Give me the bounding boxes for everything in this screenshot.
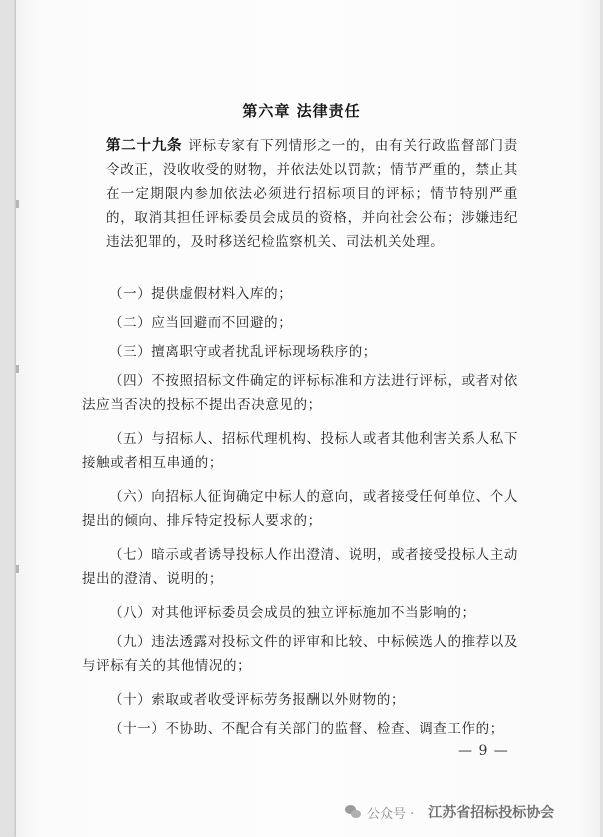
page-number: — 9 — <box>458 743 509 759</box>
article-paragraph <box>106 134 518 254</box>
list-item: （七）暗示或者诱导投标人作出澄清、说明，或者接受投标人主动提出的澄清、说明的； <box>82 547 518 587</box>
article-heading: 第二十九条 <box>106 138 183 154</box>
list-item: （六）向招标人征询确定中标人的意向，或者接受任何单位、个人提出的倾向、排斥特定投标人要求的； <box>82 489 518 529</box>
article-body: 评标专家有下列情形之一的，由有关行政监督部门责令改正，没收收受的财物，并依法处以罚款；情节严重的，禁止其在一定期限内参加依法必须进行招标项目的评标；情节特别严重的，取消其担任评标委员会成员的资格，并向社会公布；涉嫌违纪违法犯罪的，及时移送纪检监察机关、司法机关处理。 <box>106 138 518 250</box>
list-item: （五）与招标人、招标代理机构、投标人或者其他利害关系人私下接触或者相互串通的； <box>82 431 518 471</box>
list-item: （九）违法透露对投标文件的评审和比较、中标候选人的推荐以及与评标有关的其他情况的； <box>82 634 518 674</box>
chapter-title: 第六章 法律责任 <box>242 102 361 120</box>
list-item: （二）应当回避而不回避的； <box>109 315 293 331</box>
list-item: （四）不按照招标文件确定的评标标准和方法进行评标，或者对依法应当否决的投标不提出否决意见的； <box>82 373 518 413</box>
wechat-icon <box>345 805 361 819</box>
list-item: （三）擅离职守或者扰乱评标现场秩序的； <box>109 344 377 360</box>
watermark-account-name: 江苏省招标投标协会 <box>428 805 555 821</box>
list-item: （十一）不协助、不配合有关部门的监督、检查、调查工作的； <box>109 721 504 737</box>
list-item: （一）提供虚假材料入库的； <box>109 286 293 302</box>
watermark <box>345 797 554 827</box>
watermark-label: 公众号 · <box>367 806 415 822</box>
list-item: （八）对其他评标委员会成员的独立评标施加不当影响的； <box>109 605 476 621</box>
list-item: （十）索取或者收受评标劳务报酬以外财物的； <box>109 692 406 708</box>
